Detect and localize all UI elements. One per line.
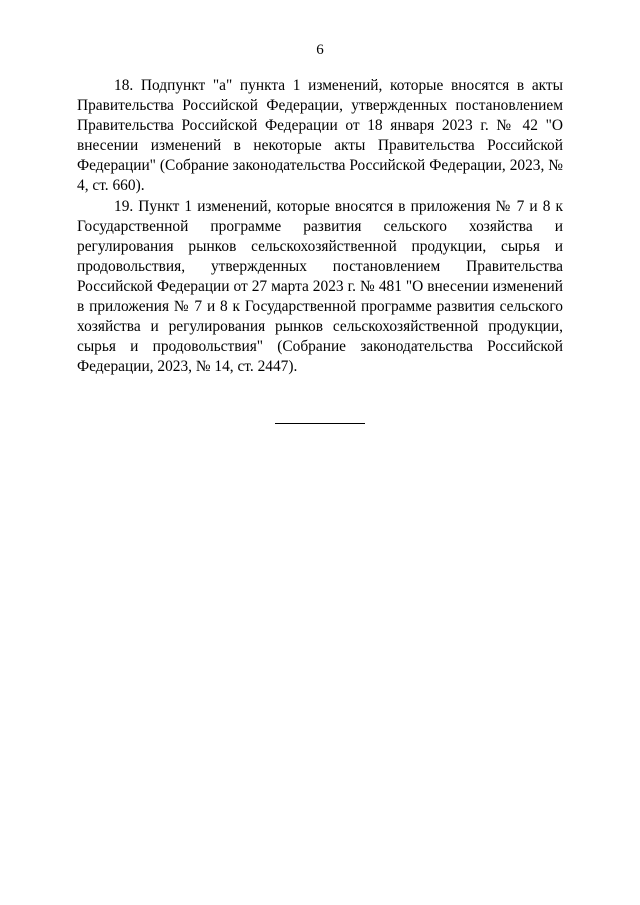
document-body [77,76,563,377]
page-number: 6 [316,42,324,58]
paragraph-19: 19. Пункт 1 изменений, которые вносятся в приложения № 7 и 8 к Государственной программе развития сельского хозяйства и регулирования рынков сельскохозяйственной продукции, сырья и продовольствия, утвержденных постановлением Правительства Российской Федерации от 27 марта 2023 г. № 481 "О внесении изменений в приложения № 7 и 8 к Государственной программе развития сельского хозяйства и регулирования рынков сельскохозяйственной продукции, сырья и продовольствия" (Собрание законодательства Российской Федерации, 2023, № 14, ст. 2447). [77,197,563,376]
paragraph-18: 18. Подпункт "а" пункта 1 изменений, которые вносятся в акты Правительства Российской Федерации, утвержденных постановлением Правительства Российской Федерации от 18 января 2023 г. № 42 "О внесении изменений в некоторые акты Правительства Российской Федерации" (Собрание законодательства Российской Федерации, 2023, № 4, ст. 660). [77,77,563,195]
end-divider-line [275,423,365,424]
